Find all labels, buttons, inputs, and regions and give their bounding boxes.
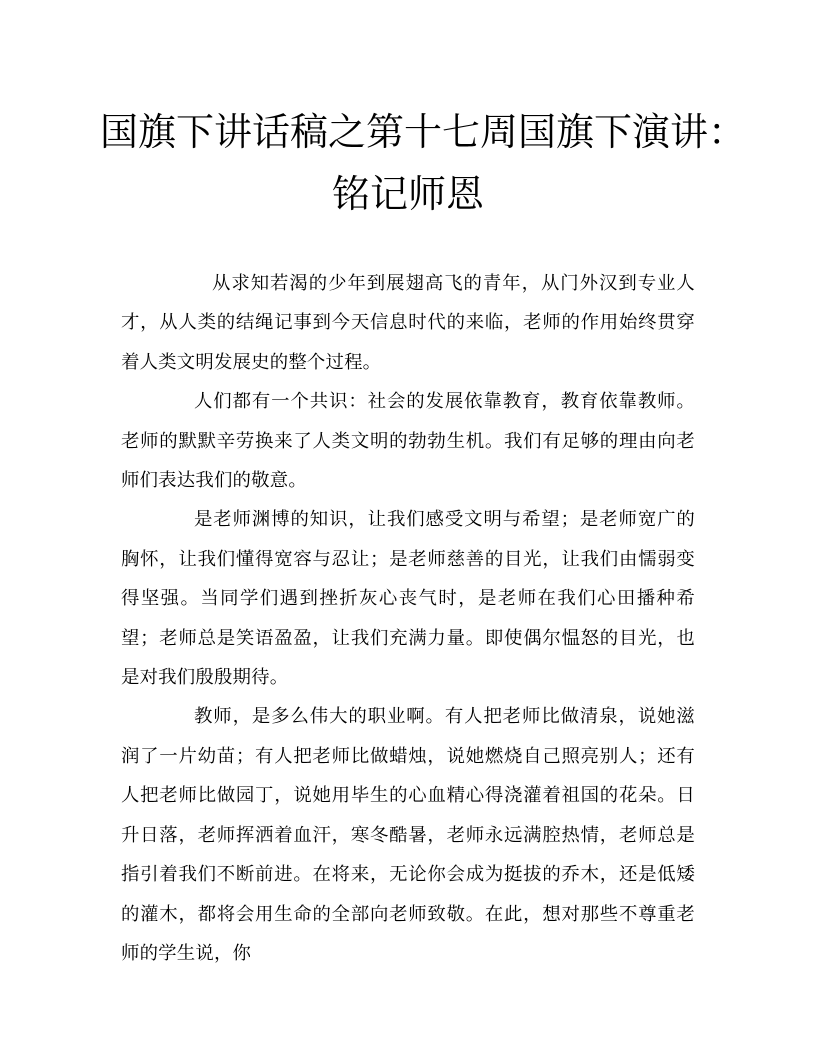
paragraph: 从求知若渴的少年到展翅高飞的青年，从门外汉到专业人才，从人类的结绳记事到今天信息时代的来临，老师的作用始终贯穿着人类文明发展史的整个过程。 (121, 273, 695, 373)
paragraph: 教师，是多么伟大的职业啊。有人把老师比做清泉，说她滋润了一片幼苗；有人把老师比做蜡烛，说她燃烧自己照亮别人；还有人把老师比做园丁，说她用毕生的心血精心得浇灌着祖国的花朵。日升日落，老师挥洒着血汗，寒冬酷暑，老师永远满腔热情，老师总是指引着我们不断前进。在将来，无论你会成为挺拔的乔木，还是低矮的灌木，都将会用生命的全部向老师致敬。在此，想对那些不尊重老师的学生说，你 (121, 706, 695, 964)
title-line-1: 国旗下讲话稿之第十七周国旗下演讲： (100, 110, 747, 154)
paragraph: 是老师渊博的知识，让我们感受文明与希望；是老师宽广的胸怀，让我们懂得宽容与忍让；是老师慈善的目光，让我们由懦弱变得坚强。当同学们遇到挫折灰心丧气时，是老师在我们心田播种希望；老师总是笑语盈盈，让我们充满力量。即使偶尔愠怒的目光，也是对我们殷殷期待。 (121, 509, 695, 689)
paragraph: 人们都有一个共识：社会的发展依靠教育，教育依靠教师。老师的默默辛劳换来了人类文明的勃勃生机。我们有足够的理由向老师们表达我们的敬意。 (121, 391, 695, 492)
title-line-2: 铭记师恩 (331, 172, 484, 216)
document-body (121, 264, 695, 973)
